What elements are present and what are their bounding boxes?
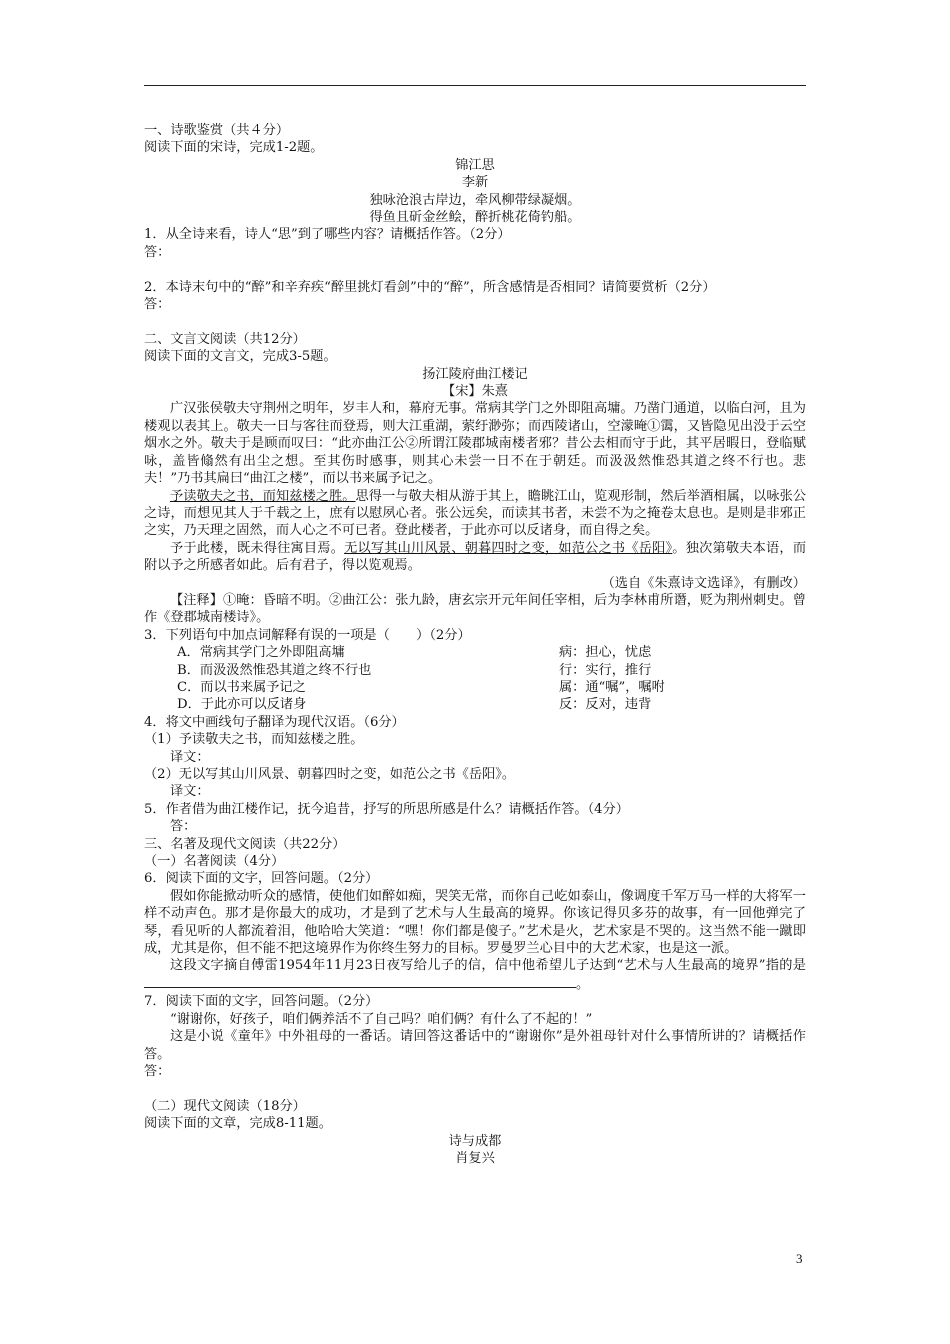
- option-d-explanation: 反：反对，违背: [559, 697, 652, 713]
- passage-paragraph-1: 广汉张侯敬夫守荆州之明年，岁丰人和，幕府无事。常病其学门之外即阻高墉。乃凿门通道，以临白河，且为楼观以表其上。敬夫一日与客往而登焉，则大江重湖，萦纡渺弥；而西陵诸山，空濛晻①霭，又皆隐见出没于云空烟水之外。敬夫于是顾而叹曰：“此亦曲江公②所谓江陵郡城南楼者邪？昔公去相而守于此，其平居暇日，登临赋咏，盖皆翛然有出尘之想。至其伤时感事，则其心未尝一日不在于朝廷。而汲汲然惟恐其道之终不行也。悲夫！”乃书其扁曰“曲江之楼”，而以书来属予记之。: [144, 401, 806, 487]
- option-d: [144, 696, 806, 713]
- poem-author: 李新: [461, 175, 489, 191]
- question-2: 2．本诗末句中的“醉”和辛弃疾“醉里挑灯看剑”中的“醉”，所含感情是否相同？请简要赏析（2分）: [144, 279, 716, 295]
- question-4: 4．将文中画线句子翻译为现代汉语。（6分）: [144, 714, 405, 730]
- passage-paragraph-3: [144, 540, 806, 575]
- question-4-part-2: （2）无以写其山川风景、朝暮四时之变，如范公之书《岳阳》。: [144, 767, 516, 782]
- underlined-sentence-2: 无以写其山川风景、朝暮四时之变，如范公之书《岳阳》: [344, 540, 673, 556]
- option-a-sentence: A．常病其学门之外即阻高墉: [177, 645, 345, 661]
- header-rule: [144, 85, 806, 86]
- passage-author: 【宋】朱熹: [442, 384, 508, 400]
- question-5: 5．作者借为曲江楼作记，抚今追昔，抒写的所思所感是什么？请概括作答。（4分）: [144, 801, 629, 817]
- question-4-part-2-answer: 译文：: [170, 784, 210, 800]
- document-body: [144, 122, 806, 1167]
- question-6-prompt: [144, 957, 806, 993]
- option-a: [144, 644, 806, 661]
- passage-paragraph-3-end: 。独次第敬夫本语，而附以予之所感者如此。后有君子，得以览观焉。: [144, 540, 807, 574]
- question-1-answer: 答：: [144, 244, 171, 260]
- question-2-answer: 答：: [144, 297, 171, 313]
- question-7: 7．阅读下面的文字，回答问题。（2分）: [144, 994, 379, 1010]
- section3-sub2: （二）现代文阅读（18分）: [144, 1098, 306, 1114]
- passage-paragraph-2: [144, 488, 806, 540]
- question-4-part-1-answer: 译文：: [170, 749, 210, 765]
- passage-title: 扬江陵府曲江楼记: [422, 366, 528, 382]
- question-7-answer: 答：: [144, 1063, 171, 1079]
- passage-source: （选自《朱熹诗文选译》，有删改）: [601, 575, 806, 591]
- question-4-part-1: （1）予读敬夫之书，而知兹楼之胜。: [144, 732, 364, 748]
- question-6-prompt-end: 。: [576, 976, 590, 992]
- section3-sub2-intro: 阅读下面的文章，完成8-11题。: [144, 1116, 332, 1132]
- question-3: 3．下列语句中加点词解释有误的一项是（ ）（2分）: [144, 627, 471, 643]
- question-1: 1．从全诗来看，诗人“思”到了哪些内容？请概括作答。（2分）: [144, 227, 511, 243]
- article-title: 诗与成都: [448, 1133, 502, 1149]
- question-7-prompt: 这是小说《童年》中外祖母的一番话。请回答这番话中的“谢谢你”是外祖母针对什么事情所讲的？请概括作答。: [144, 1029, 806, 1062]
- option-c-explanation: 属：通“嘱”，嘱咐: [559, 679, 665, 695]
- passage-paragraph-3-start: 予于此楼，既未得往寓目焉。: [170, 540, 345, 556]
- passage-paragraph-2-rest: 思得一与敬夫相从游于其上，瞻眺江山，览观形制，然后举酒相属，以咏张公之诗，而想见其人于千载之上，庶有以慰夙心者。张公远矣，而读其书者，未尝不为之掩卷太息也。是则是非邪正之实，乃天理之固然，而人心之不可已者。登此楼者，于此亦可以反诸身，而自得之矣。: [144, 488, 807, 539]
- option-b: [144, 662, 806, 679]
- section1-intro: 阅读下面的宋诗，完成1-2题。: [144, 140, 324, 156]
- question-6-passage: 假如你能掀动听众的感情，使他们如醉如痴，哭笑无常，而你自己屹如泰山，像调度千军万马一样的大将军一样不动声色。那才是你最大的成功，才是到了艺术与人生最高的境界。你该记得贝多芬的故事，有一回他弹完了琴，看见听的人都流着泪，他哈哈大笑道：“嘿！你们都是傻子。”艺术是火，艺术家是不哭的。这当然不能一蹴即成，尤其是你，但不能不把这境界作为你终生努力的目标。罗曼罗兰心目中的大艺术家，也是这一派。: [144, 888, 806, 957]
- section3-heading: 三、名著及现代文阅读（共22分）: [144, 836, 346, 852]
- section1-heading: 一、诗歌鉴赏（共４分）: [144, 123, 290, 138]
- question-6-prompt-text: 这段文字摘自傅雷1954年11月23日夜写给儿子的信，信中他希望儿子达到“艺术与人生最高的境界”指的是: [170, 958, 806, 974]
- option-c: [144, 679, 806, 696]
- answer-blank[interactable]: [144, 975, 576, 988]
- question-5-answer: 答：: [170, 819, 197, 835]
- poem-title: 锦江思: [455, 157, 495, 173]
- underlined-sentence-1: 予读敬夫之书，而知兹楼之胜。: [170, 488, 356, 504]
- option-b-explanation: 行：实行，推行: [559, 662, 652, 678]
- article-author: 肖复兴: [455, 1150, 495, 1166]
- option-d-sentence: D．于此亦可以反诸身: [177, 697, 307, 713]
- section2-intro: 阅读下面的文言文，完成3-5题。: [144, 349, 337, 365]
- option-a-explanation: 病：担心，忧虑: [559, 645, 652, 661]
- poem-line-2: 得鱼且斫金丝鲙，醉折桃花倚钓船。: [369, 210, 581, 226]
- page-number: 3: [796, 1251, 803, 1266]
- passage-notes: 【注释】①晻：昏暗不明。②曲江公：张九龄，唐玄宗开元年间任宰相，后为李林甫所谮，贬为荆州刺史。曾作《登郡城南楼诗》。: [144, 592, 806, 626]
- question-7-quote: “谢谢你，好孩子，咱们俩养活不了自己吗？咱们俩？有什么了不起的！”: [170, 1011, 593, 1027]
- section2-heading: 二、文言文阅读（共12分）: [144, 331, 306, 347]
- question-6: 6．阅读下面的文字，回答问题。（2分）: [144, 871, 379, 887]
- option-b-sentence: B．而汲汲然惟恐其道之终不行也: [177, 662, 372, 678]
- section3-sub1: （一）名著阅读（4分）: [144, 854, 285, 870]
- option-c-sentence: C．而以书来属予记之: [177, 679, 306, 695]
- poem-line-1: 独咏沧浪古岸边，牵风柳带绿凝烟。: [369, 192, 581, 208]
